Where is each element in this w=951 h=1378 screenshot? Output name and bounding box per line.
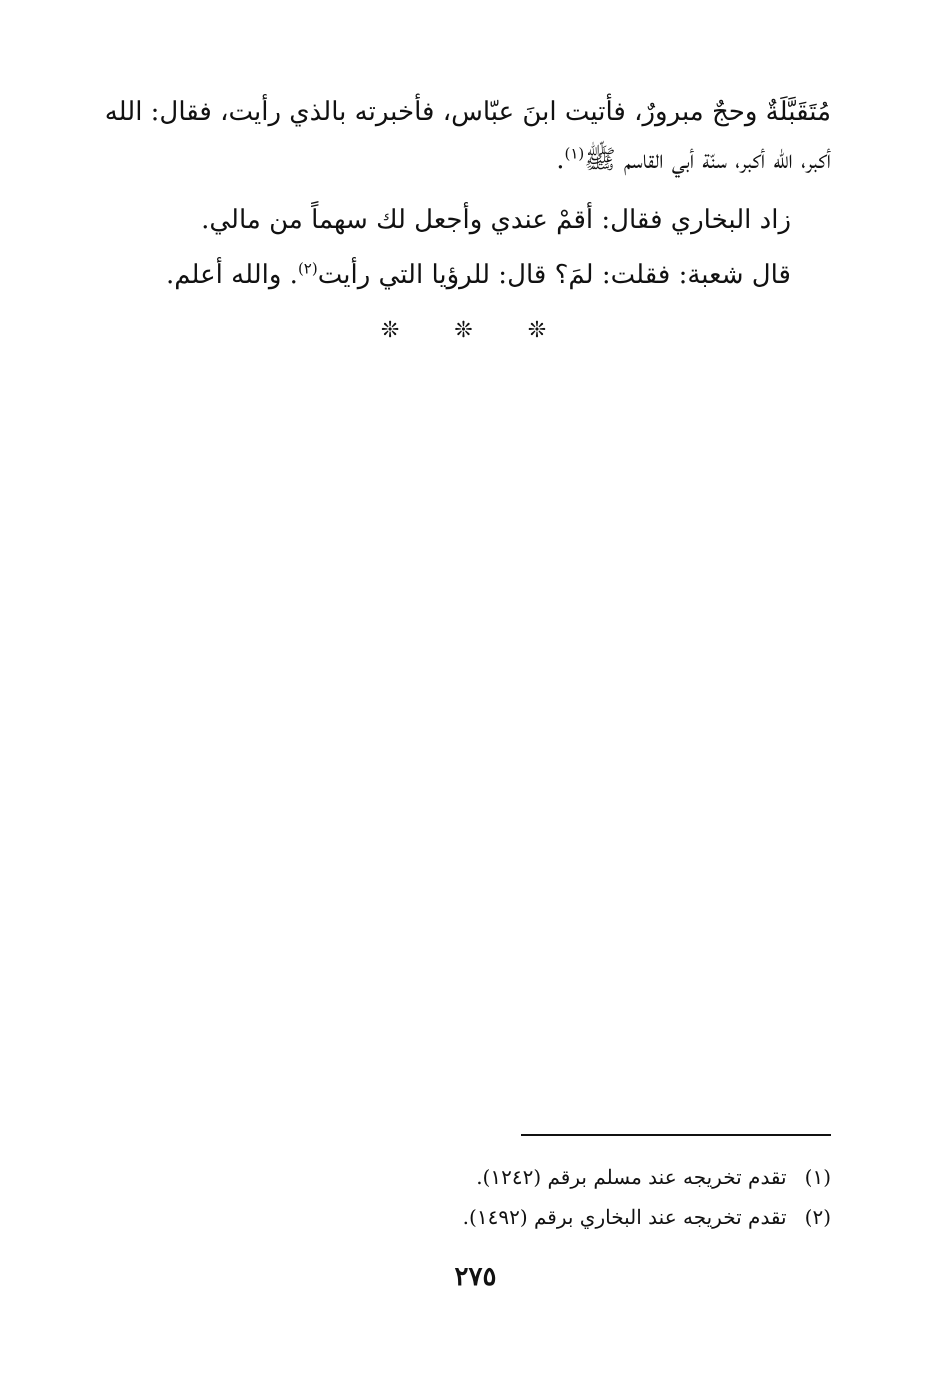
footnote-ref-2: (٢) [297, 259, 318, 278]
text-line-2 [556, 140, 831, 180]
footnote-1 [476, 1162, 831, 1192]
text-line-4 [166, 255, 791, 295]
footnote-1-text: تقدم تخريجه عند مسلم برقم (١٢٤٢). [476, 1165, 787, 1189]
footnote-2-number: (٢) [804, 1205, 831, 1229]
text-line-3-content: زاد البخاري فقال: أقمْ عندي وأجعل لك سهماً من مالي. [201, 205, 791, 235]
text-line-2-content: أكبر، الله أكبر، سنّة أبي القاسم ﷺ [584, 145, 831, 175]
section-separator-stars: ❊ ❊ ❊ [380, 318, 571, 343]
footnote-2 [463, 1202, 831, 1232]
footnote-1-number: (١) [804, 1165, 831, 1189]
footnote-divider [521, 1134, 831, 1136]
text-line-4-content: قال شعبة: فقلت: لمَ؟ قال: للرؤيا التي رأيت [317, 260, 791, 290]
text-line-1 [105, 92, 831, 132]
text-line-3 [201, 200, 791, 240]
text-line-1-content: مُتَقَبَّلَةٌ وحجٌ مبرورٌ، فأتيت ابنَ عبّاس، فأخبرته بالذي رأيت، فقال: الله [104, 97, 831, 127]
footnote-ref-1: (١) [564, 144, 585, 163]
text-line-4-end: . والله أعلم. [165, 260, 298, 290]
text-line-2-end: . [556, 145, 565, 175]
page-number: ٢٧٥ [454, 1262, 497, 1292]
footnote-2-text: تقدم تخريجه عند البخاري برقم (١٤٩٢). [462, 1205, 787, 1229]
